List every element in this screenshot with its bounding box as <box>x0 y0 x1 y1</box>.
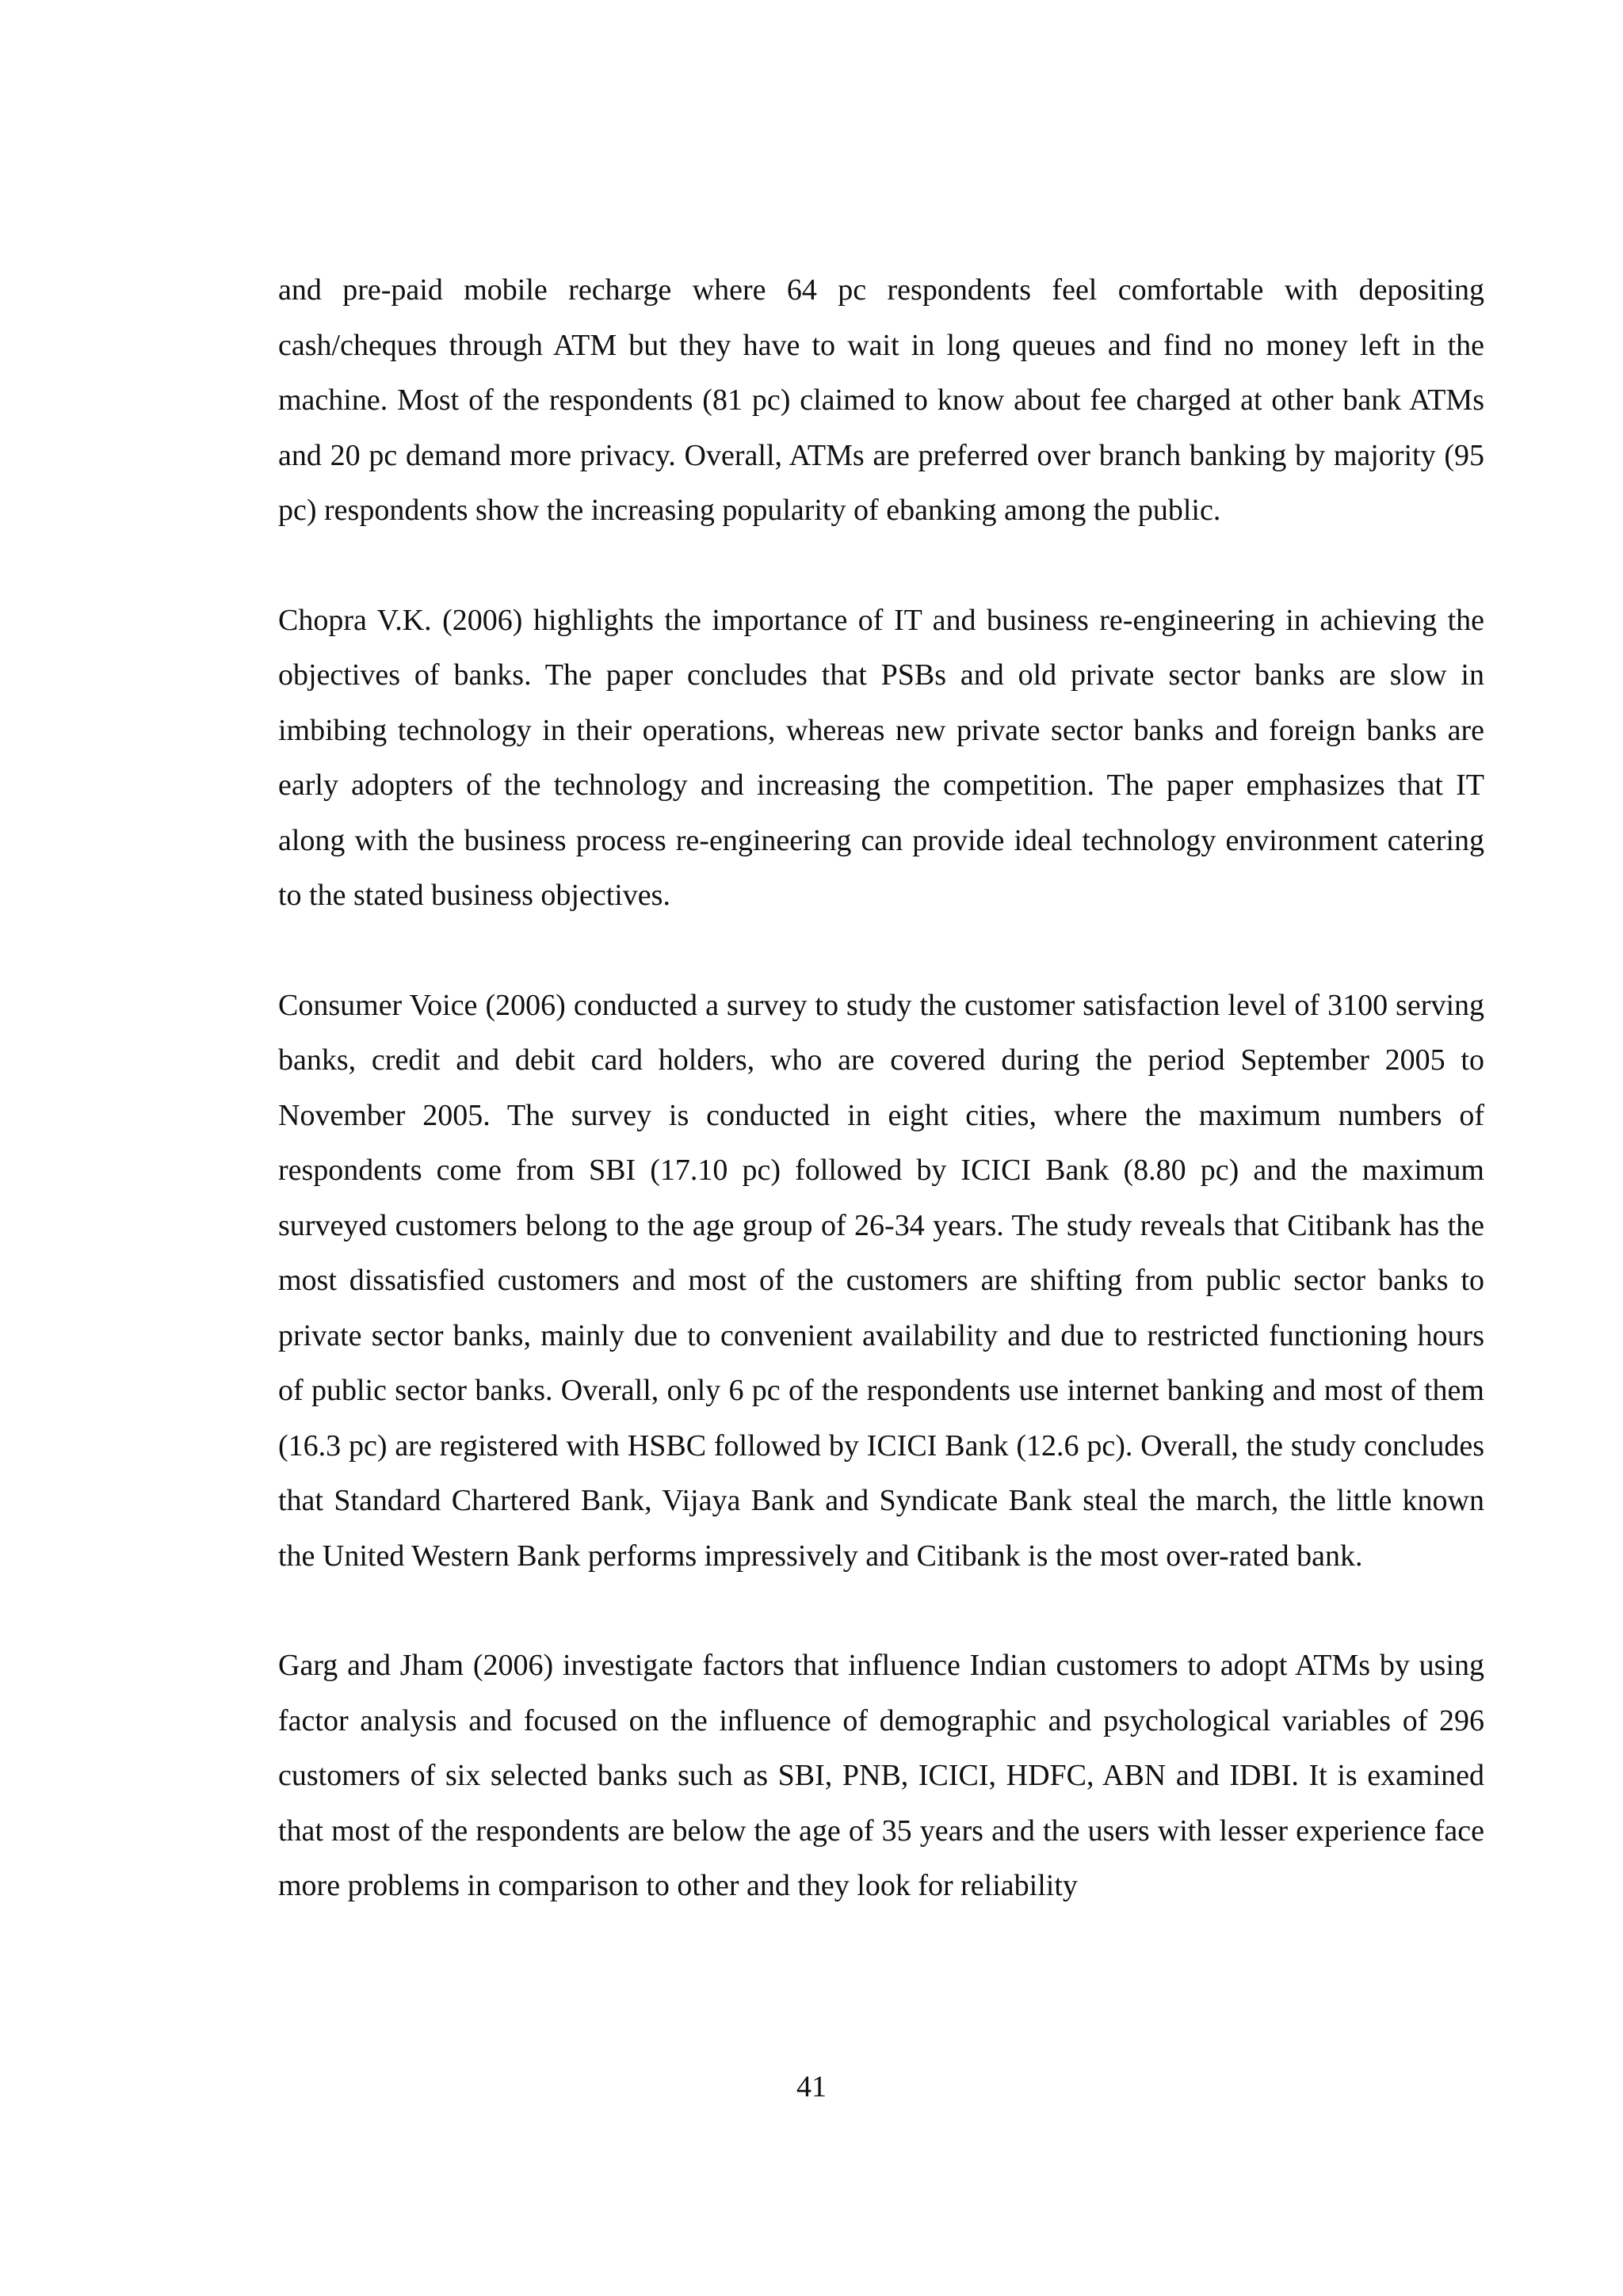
paragraph-chopra-2006: Chopra V.K. (2006) highlights the importance of IT and business re-engineering in achieving the objectives of banks. The paper concludes that PSBs and old private sector banks are slow in imbibing technology in their operations, whereas new private sector banks and foreign banks are early adopters of the technology and increasing the competition. The paper emphasizes that IT along with the business process re-engineering can provide ideal technology environment catering to the stated business objectives. <box>278 603 1484 912</box>
paragraph-garg-jham-2006: Garg and Jham (2006) investigate factors that influence Indian customers to adopt ATMs by using factor analysis and focused on the influence of demographic and psychological variables of 296 customers of six selected banks such as SBI, PNB, ICICI, HDFC, ABN and IDBI. It is examined that most of the respondents are below the age of 35 years and the users with lesser experience face more problems in comparison to other and they look for reliability <box>278 1649 1484 1902</box>
paragraph-atm-survey-continued: and pre-paid mobile recharge where 64 pc respondents feel comfortable with depositing cash/cheques through ATM but they have to wait in long queues and find no money left in the machine. Most of the respondents (81 pc) claimed to know about fee charged at other bank ATMs and 20 pc demand more privacy. Overall, ATMs are preferred over branch banking by majority (95 pc) respondents show the increasing popularity of ebanking among the public. <box>278 273 1484 527</box>
page-number: 41 <box>796 2070 827 2103</box>
document-body <box>278 263 1484 1914</box>
paragraph-consumer-voice-2006: Consumer Voice (2006) conducted a survey to study the customer satisfaction level of 3100 serving banks, credit and debit card holders, who are covered during the period September 2005 to November 2005. The survey is conducted in eight cities, where the maximum numbers of respondents come from SBI (17.10 pc) followed by ICICI Bank (8.80 pc) and the maximum surveyed customers belong to the age group of 26-34 years. The study reveals that Citibank has the most dissatisfied customers and most of the customers are shifting from public sector banks to private sector banks, mainly due to convenient availability and due to restricted functioning hours of public sector banks. Overall, only 6 pc of the respondents use internet banking and most of them (16.3 pc) are registered with HSBC followed by ICICI Bank (12.6 pc). Overall, the study concludes that Standard Chartered Bank, Vijaya Bank and Syndicate Bank steal the march, the little known the United Western Bank performs impressively and Citibank is the most over-rated bank. <box>278 988 1484 1573</box>
